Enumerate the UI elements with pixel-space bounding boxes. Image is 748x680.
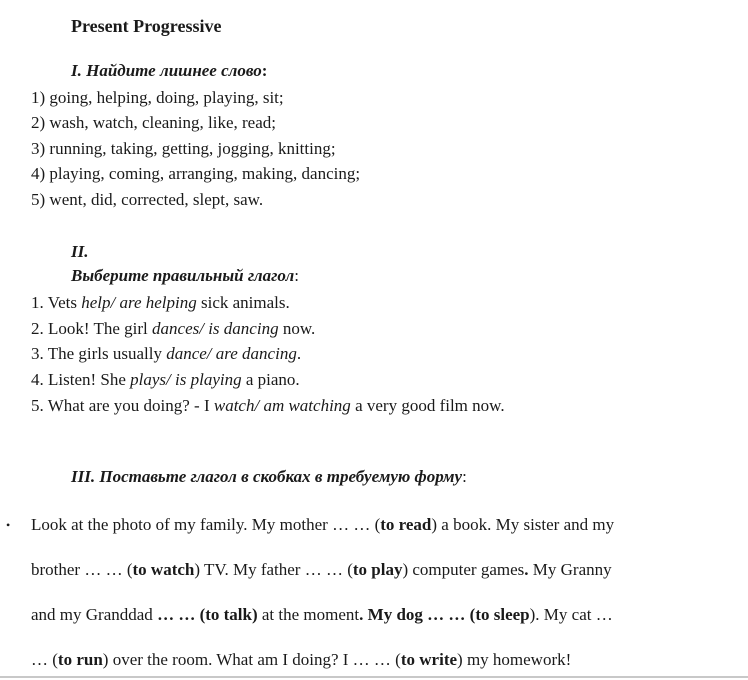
verb-prompt-bold: to run [57, 650, 103, 669]
verb-prompt-bold: … … (to talk) [157, 605, 258, 624]
section-3-heading-colon: : [462, 467, 467, 486]
section-2-item-3 [31, 344, 301, 364]
verb-prompt-bold: to read [380, 515, 432, 534]
verb-prompt-bold: to watch [132, 560, 195, 579]
section-2-item-1 [31, 293, 290, 313]
section-2-item-4-post: a piano. [241, 370, 300, 389]
section-1-item-3: 3) running, taking, getting, jogging, knitting; [31, 139, 336, 158]
section-2-item-4-pre: 4. Listen! She [31, 370, 131, 389]
paragraph-text: Look at the photo of my family. My mother … … ( [31, 515, 381, 534]
section-3-line-3 [31, 605, 613, 625]
section-2-item-1-pre: 1. Vets [31, 293, 82, 312]
paragraph-text: and my Granddad [31, 605, 158, 624]
section-2-item-2-choice: dances/ is dancing [152, 319, 279, 338]
section-3-heading [71, 467, 467, 487]
section-3-heading-text: III. Поставьте глагол в скобках в требуемую форму [71, 467, 463, 486]
section-1-item-5: 5) went, did, corrected, slept, saw. [31, 190, 264, 209]
verb-prompt-bold: . My dog … … (to sleep [359, 605, 530, 624]
verb-prompt-bold: to play [352, 560, 403, 579]
verb-prompt-bold: to write [400, 650, 458, 669]
paragraph-text: brother … … ( [31, 560, 133, 579]
paragraph-text: ). My cat … [529, 605, 613, 624]
paragraph-text: ) computer games [402, 560, 525, 579]
section-2-item-5-choice: watch/ am watching [213, 396, 351, 415]
section-1-heading [71, 61, 267, 81]
section-2-heading-colon: : [294, 266, 299, 285]
section-3-line-4 [31, 650, 571, 670]
section-2-item-1-post: sick animals. [196, 293, 290, 312]
section-2-item-3-choice: dance/ are dancing [166, 344, 297, 363]
section-3-line-1 [31, 515, 614, 535]
section-2-heading-text: Выберите правильный глагол [71, 266, 295, 285]
section-2-item-5 [31, 396, 505, 416]
section-2-roman: II. [71, 242, 89, 261]
section-2-item-1-choice: help/ are helping [81, 293, 197, 312]
section-2-item-2-post: now. [278, 319, 316, 338]
paragraph-text: at the moment [257, 605, 360, 624]
paragraph-text: ) a book. My sister and my [431, 515, 615, 534]
section-1-item-4: 4) playing, coming, arranging, making, dancing; [31, 164, 361, 183]
section-2-heading [71, 266, 299, 286]
section-2-item-5-pre: 5. What are you doing? - I [31, 396, 214, 415]
section-2-item-2 [31, 319, 315, 339]
section-2-item-5-post: a very good film now. [350, 396, 505, 415]
paragraph-text: ) over the room. What am I doing? I … … ( [102, 650, 401, 669]
section-2-item-4-choice: plays/ is playing [130, 370, 242, 389]
paragraph-text: ) my homework! [457, 650, 572, 669]
section-2-item-4 [31, 370, 300, 390]
page-bottom-divider [0, 676, 748, 678]
section-2-item-2-pre: 2. Look! The girl [31, 319, 153, 338]
page-title: Present Progressive [71, 16, 222, 36]
section-1-heading-text: I. Найдите лишнее слово [71, 61, 262, 80]
section-2-item-3-post: . [296, 344, 302, 363]
paragraph-text: … ( [31, 650, 58, 669]
section-1-heading-colon: : [261, 61, 268, 80]
verb-prompt-bold: . [524, 560, 529, 579]
paragraph-text: My Granny [528, 560, 612, 579]
section-3-line-2 [31, 560, 612, 580]
section-1-item-2: 2) wash, watch, cleaning, like, read; [31, 113, 276, 132]
section-2-item-3-pre: 3. The girls usually [31, 344, 167, 363]
paragraph-text: ) TV. My father … … ( [194, 560, 353, 579]
bullet-marker: • [6, 518, 11, 532]
section-1-item-1: 1) going, helping, doing, playing, sit; [31, 88, 284, 107]
